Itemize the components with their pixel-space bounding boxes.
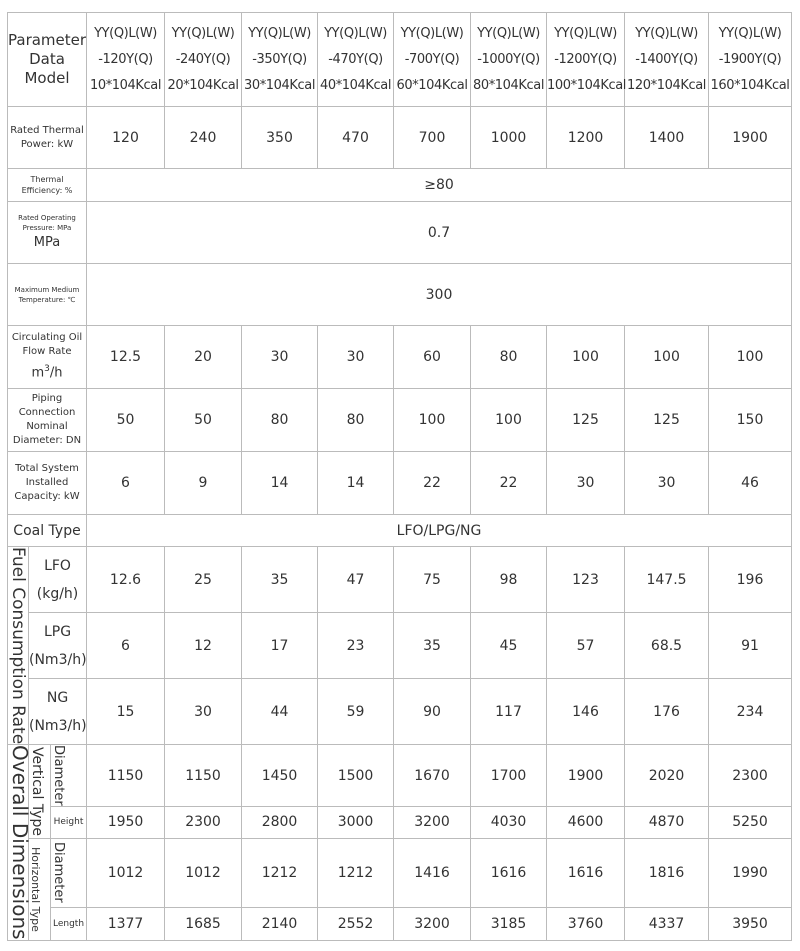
lpg-value: 35 bbox=[394, 613, 471, 679]
horizontal-length-value: 3185 bbox=[471, 907, 547, 940]
flow-value: 30 bbox=[242, 326, 318, 389]
vertical-diameter-value: 1500 bbox=[318, 745, 394, 807]
power-value: 700 bbox=[394, 107, 471, 169]
lpg-value: 45 bbox=[471, 613, 547, 679]
lfo-row bbox=[8, 547, 792, 613]
flow-label: Circulating Oil Flow Rate $m^3/h$ bbox=[8, 326, 87, 389]
piping-label: Piping Connection Nominal Diameter: DN bbox=[8, 389, 87, 452]
piping-value: 150 bbox=[709, 389, 792, 452]
horizontal-diameter-value: 1212 bbox=[318, 838, 394, 907]
temperature-value: 300 bbox=[87, 264, 792, 326]
flow-value: 20 bbox=[165, 326, 242, 389]
lfo-value: 47 bbox=[318, 547, 394, 613]
efficiency-row bbox=[8, 169, 792, 202]
vertical-height-label: Height bbox=[51, 806, 87, 838]
ng-row bbox=[8, 679, 792, 745]
vertical-height-value: 2800 bbox=[242, 806, 318, 838]
model-header: YY(Q)L(W) -1000Y(Q) 80*104Kcal bbox=[471, 13, 547, 107]
lfo-value: 12.6 bbox=[87, 547, 165, 613]
horizontal-length-value: 1377 bbox=[87, 907, 165, 940]
flow-row bbox=[8, 326, 792, 389]
power-value: 1200 bbox=[547, 107, 625, 169]
horizontal-diameter-value: 1616 bbox=[471, 838, 547, 907]
power-value: 1900 bbox=[709, 107, 792, 169]
model-header: YY(Q)L(W) -700Y(Q) 60*104Kcal bbox=[394, 13, 471, 107]
vertical-diameter-value: 1150 bbox=[165, 745, 242, 807]
lpg-value: 17 bbox=[242, 613, 318, 679]
installed-value: 30 bbox=[625, 452, 709, 515]
model-header: YY(Q)L(W) -350Y(Q) 30*104Kcal bbox=[242, 13, 318, 107]
ng-value: 117 bbox=[471, 679, 547, 745]
flow-value: 100 bbox=[625, 326, 709, 389]
lpg-row bbox=[8, 613, 792, 679]
power-value: 350 bbox=[242, 107, 318, 169]
installed-value: 14 bbox=[318, 452, 394, 515]
installed-value: 22 bbox=[394, 452, 471, 515]
vertical-height-value: 3000 bbox=[318, 806, 394, 838]
spec-table bbox=[7, 12, 792, 941]
vertical-height-row bbox=[8, 806, 792, 838]
efficiency-value: ≥80 bbox=[87, 169, 792, 202]
lpg-value: 6 bbox=[87, 613, 165, 679]
vertical-height-value: 4030 bbox=[471, 806, 547, 838]
piping-value: 125 bbox=[547, 389, 625, 452]
efficiency-label: Thermal Efficiency: % bbox=[8, 169, 87, 202]
lpg-value: 68.5 bbox=[625, 613, 709, 679]
temperature-label: Maximum Medium Temperature: ℃ bbox=[8, 264, 87, 326]
pressure-row bbox=[8, 202, 792, 264]
horizontal-diameter-row bbox=[8, 838, 792, 907]
ng-value: 15 bbox=[87, 679, 165, 745]
temperature-row bbox=[8, 264, 792, 326]
pressure-label: Rated Operating Pressure: MPa MPa bbox=[8, 202, 87, 264]
installed-value: 6 bbox=[87, 452, 165, 515]
lfo-value: 196 bbox=[709, 547, 792, 613]
vertical-diameter-value: 2300 bbox=[709, 745, 792, 807]
horizontal-diameter-value: 1212 bbox=[242, 838, 318, 907]
horizontal-diameter-value: 1012 bbox=[165, 838, 242, 907]
power-value: 470 bbox=[318, 107, 394, 169]
vertical-diameter-row bbox=[8, 745, 792, 807]
piping-value: 100 bbox=[471, 389, 547, 452]
horizontal-diameter-value: 1816 bbox=[625, 838, 709, 907]
horizontal-length-value: 3200 bbox=[394, 907, 471, 940]
installed-row bbox=[8, 452, 792, 515]
horizontal-length-value: 4337 bbox=[625, 907, 709, 940]
flow-value: 80 bbox=[471, 326, 547, 389]
installed-value: 9 bbox=[165, 452, 242, 515]
coal-row bbox=[8, 515, 792, 547]
vertical-height-value: 1950 bbox=[87, 806, 165, 838]
lpg-value: 57 bbox=[547, 613, 625, 679]
power-value: 1400 bbox=[625, 107, 709, 169]
ng-value: 146 bbox=[547, 679, 625, 745]
ng-value: 44 bbox=[242, 679, 318, 745]
model-header: YY(Q)L(W) -1900Y(Q) 160*104Kcal bbox=[709, 13, 792, 107]
flow-value: 60 bbox=[394, 326, 471, 389]
lpg-label: LPG (Nm3/h) bbox=[29, 613, 87, 679]
horizontal-diameter-label: Diameter bbox=[51, 838, 87, 907]
lpg-value: 91 bbox=[709, 613, 792, 679]
vertical-height-value: 4600 bbox=[547, 806, 625, 838]
vertical-diameter-value: 1450 bbox=[242, 745, 318, 807]
model-header: YY(Q)L(W) -470Y(Q) 40*104Kcal bbox=[318, 13, 394, 107]
installed-value: 22 bbox=[471, 452, 547, 515]
horizontal-length-value: 2140 bbox=[242, 907, 318, 940]
model-header: YY(Q)L(W) -240Y(Q) 20*104Kcal bbox=[165, 13, 242, 107]
lpg-value: 23 bbox=[318, 613, 394, 679]
piping-value: 80 bbox=[318, 389, 394, 452]
piping-value: 50 bbox=[87, 389, 165, 452]
vertical-height-value: 2300 bbox=[165, 806, 242, 838]
lfo-value: 25 bbox=[165, 547, 242, 613]
lfo-value: 123 bbox=[547, 547, 625, 613]
horizontal-length-value: 2552 bbox=[318, 907, 394, 940]
ng-value: 234 bbox=[709, 679, 792, 745]
flow-value: 100 bbox=[709, 326, 792, 389]
model-header: YY(Q)L(W) -1200Y(Q) 100*104Kcal bbox=[547, 13, 625, 107]
vertical-diameter-value: 2020 bbox=[625, 745, 709, 807]
ng-value: 90 bbox=[394, 679, 471, 745]
piping-value: 50 bbox=[165, 389, 242, 452]
lfo-value: 147.5 bbox=[625, 547, 709, 613]
dims-group-label: Overall Dimensions bbox=[8, 745, 32, 940]
coal-value: LFO/LPG/NG bbox=[87, 515, 792, 547]
power-label: Rated Thermal Power: kW bbox=[8, 107, 87, 169]
piping-row bbox=[8, 389, 792, 452]
power-value: 1000 bbox=[471, 107, 547, 169]
lfo-value: 98 bbox=[471, 547, 547, 613]
vertical-diameter-value: 1900 bbox=[547, 745, 625, 807]
power-value: 120 bbox=[87, 107, 165, 169]
vertical-height-value: 5250 bbox=[709, 806, 792, 838]
power-value: 240 bbox=[165, 107, 242, 169]
lfo-value: 75 bbox=[394, 547, 471, 613]
horizontal-length-row bbox=[8, 907, 792, 940]
horizontal-length-value: 1685 bbox=[165, 907, 242, 940]
horizontal-diameter-value: 1416 bbox=[394, 838, 471, 907]
corner-cell: Parameter Data Model bbox=[8, 13, 87, 107]
ng-value: 59 bbox=[318, 679, 394, 745]
flow-value: 30 bbox=[318, 326, 394, 389]
horizontal-length-value: 3760 bbox=[547, 907, 625, 940]
vertical-diameter-value: 1150 bbox=[87, 745, 165, 807]
header-row bbox=[8, 13, 792, 107]
vertical-type-label: Vertical Type bbox=[29, 745, 51, 839]
piping-value: 80 bbox=[242, 389, 318, 452]
power-row bbox=[8, 107, 792, 169]
installed-value: 14 bbox=[242, 452, 318, 515]
pressure-value: 0.7 bbox=[87, 202, 792, 264]
installed-label: Total System Installed Capacity: kW bbox=[8, 452, 87, 515]
vertical-diameter-value: 1700 bbox=[471, 745, 547, 807]
piping-value: 125 bbox=[625, 389, 709, 452]
vertical-height-value: 3200 bbox=[394, 806, 471, 838]
flow-value: 100 bbox=[547, 326, 625, 389]
vertical-diameter-value: 1670 bbox=[394, 745, 471, 807]
ng-value: 30 bbox=[165, 679, 242, 745]
horizontal-diameter-value: 1990 bbox=[709, 838, 792, 907]
lfo-label: LFO (kg/h) bbox=[29, 547, 87, 613]
horizontal-diameter-value: 1012 bbox=[87, 838, 165, 907]
coal-label: Coal Type bbox=[8, 515, 87, 547]
horizontal-type-label: Horizontal Type bbox=[29, 838, 51, 940]
horizontal-length-value: 3950 bbox=[709, 907, 792, 940]
fuel-group-label: Fuel Consumption Rate bbox=[8, 547, 28, 745]
installed-value: 46 bbox=[709, 452, 792, 515]
vertical-diameter-label: Diameter bbox=[51, 745, 87, 807]
ng-label: NG (Nm3/h) bbox=[29, 679, 87, 745]
piping-value: 100 bbox=[394, 389, 471, 452]
ng-value: 176 bbox=[625, 679, 709, 745]
horizontal-length-label: Length bbox=[51, 907, 87, 940]
model-header: YY(Q)L(W) -1400Y(Q) 120*104Kcal bbox=[625, 13, 709, 107]
vertical-height-value: 4870 bbox=[625, 806, 709, 838]
horizontal-diameter-value: 1616 bbox=[547, 838, 625, 907]
model-header: YY(Q)L(W) -120Y(Q) 10*104Kcal bbox=[87, 13, 165, 107]
installed-value: 30 bbox=[547, 452, 625, 515]
lfo-value: 35 bbox=[242, 547, 318, 613]
flow-value: 12.5 bbox=[87, 326, 165, 389]
lpg-value: 12 bbox=[165, 613, 242, 679]
